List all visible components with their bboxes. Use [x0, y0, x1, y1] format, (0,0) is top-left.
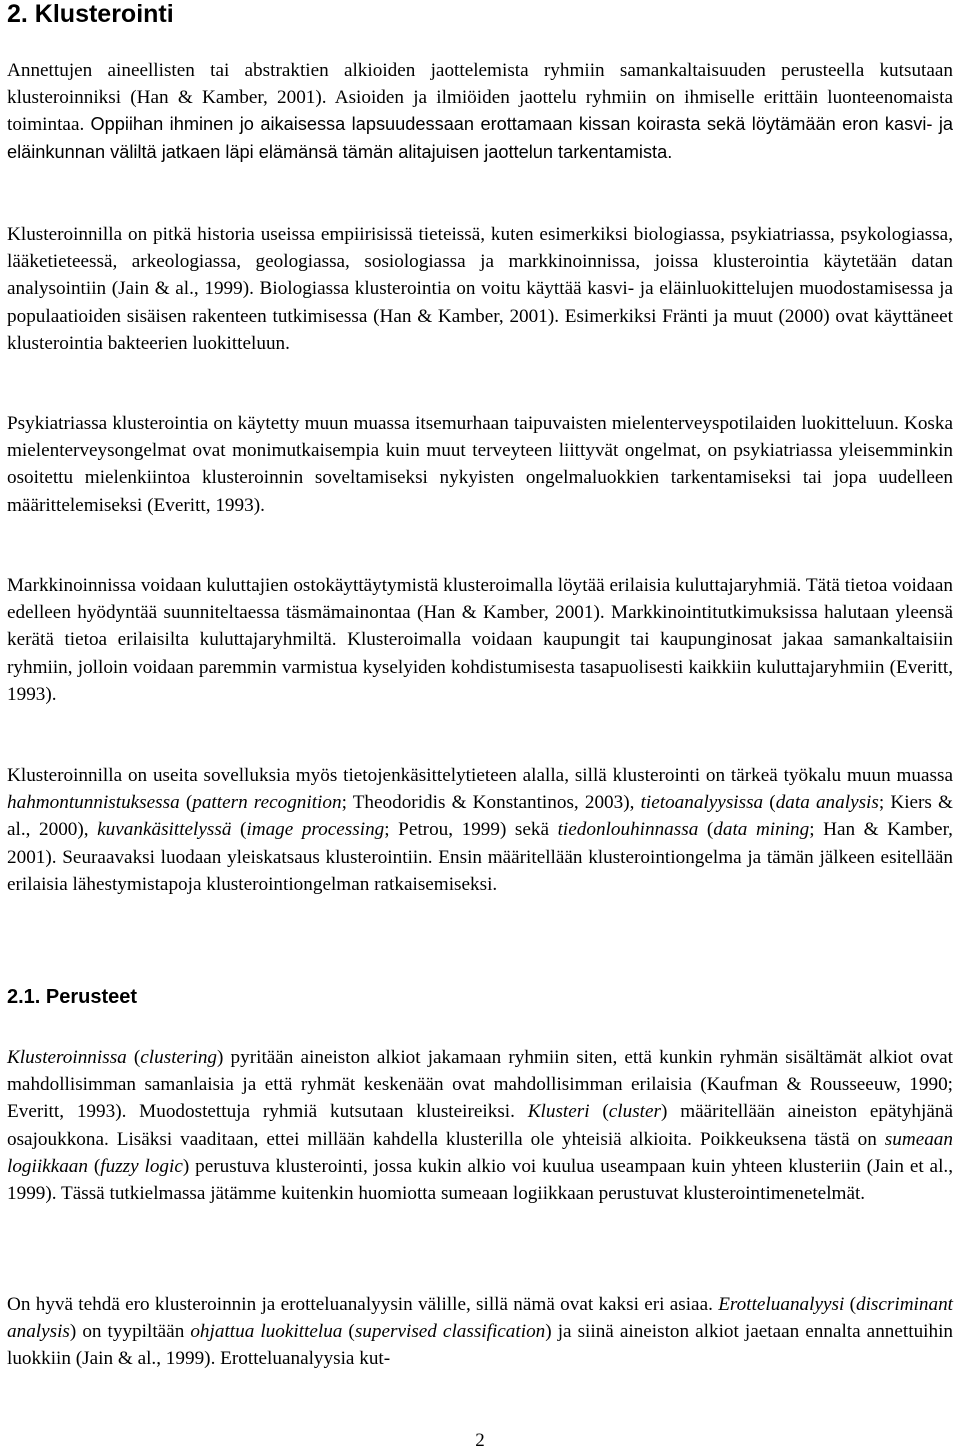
term-discriminant-en: discriminant analysis — [7, 1294, 953, 1343]
paragraph-applications: Klusteroinnilla on useita sovelluksia myös tietojenkäsittelytieteen alalla, sillä klusterointi on tärkeä työkalu muun muassa hahmontunnistuksessa (pattern recognition; Theodoridis & Konstantinos, 2003), tietoanalyysissa (data analysis; Kiers & al., 2000), kuvankäsittelyssä (image processing; Petrou, 1999) sekä tiedonlouhinnassa (data mining; Han & Kamber, 2001). Seuraavaksi luodaan yleiskatsaus klusterointiin. Ensin määritellään klusterointiongelma ja tämän jälkeen esitellään erilaisia lähestymistapoja klusterointiongelman ratkaisemiseksi. — [7, 765, 953, 895]
paragraph-intro-sentence-2: Oppiihan ihminen jo aikaisessa lapsuudessaan erottamaan kissan koirasta sekä löytämään eron kasvi- ja eläinkunnan väliltä jatkaen läpi elämänsä tämän alitajuisen jaottelun tarkentamista. — [7, 114, 954, 162]
term-pattern-recognition-fi: hahmontunnistuksessa — [7, 792, 180, 814]
term-image-processing-en: image processing — [246, 819, 385, 841]
term-cluster-fi: Klusteri — [527, 1101, 590, 1123]
page-number: 2 — [475, 1430, 485, 1451]
term-supervised-fi: ohjattua luokittelua — [190, 1321, 343, 1343]
paragraph-history: Klusteroinnilla on pitkä historia useissa empiirisissä tieteissä, kuten esimerkiksi biologiassa, psykiatriassa, psykologiassa, lääketieteessä, arkeologiassa, geologiassa, sosiologiassa ja markkinoinnissa, joissa klusterointia käytetään datan analysointiin (Jain & al., 1999). Biologiassa klusterointia on voitu käyttää kasvi- ja eläinluokittelujen muodostamisessa ja populaatioiden sisäisen rakenteen tutkimisessa (Han & Kamber, 2001). Esimerkiksi Fränti ja muut (2000) ovat käyttäneet klusterointia bakteerien luokitteluun. — [7, 224, 953, 354]
term-data-mining-en: data mining — [713, 819, 810, 841]
term-clustering-fi: Klusteroinnissa — [7, 1047, 127, 1068]
paragraph-marketing: Markkinoinnissa voidaan kuluttajien ostokäyttäytymistä klusteroimalla löytää erilaisia kuluttajaryhmiä. Tätä tietoa voidaan edelleen hyödyntää suunniteltaessa täsmämainontaa (Han & Kamber, 2001). Markkinointitutkimuksissa halutaan yleensä kerätä tietoa erilaisilta kuluttajaryhmiltä. Klusteroimalla voidaan kaupungit tai kaupunginosat jakaa samankaltaisiin ryhmiin, jolloin voidaan paremmin varmistua kyselyiden kohdistumisesta tasapuolisesti kaikkiin kuluttajaryhmiin (Everitt, 1993). — [7, 575, 953, 705]
paragraph-intro-sentence-1: Annettujen aineellisten tai abstraktien alkioiden jaottelemista ryhmiin samankaltaisuuden perusteella kutsutaan klusteroinniksi (Han & Kamber, 2001). Asioiden ja ilmiöiden jaottelu ryhmiin on ihmiselle erittäin luonteenomaista toimintaa. — [7, 60, 953, 136]
term-fuzzy-logic-fi: sumeaan logiikkaan — [7, 1128, 953, 1177]
term-supervised-en: supervised classification — [354, 1321, 546, 1343]
term-cluster-en: cluster — [608, 1101, 661, 1123]
paragraph-intro — [7, 57, 953, 166]
term-image-processing-fi: kuvankäsittelyssä — [97, 819, 232, 841]
term-pattern-recognition-en: pattern recognition — [192, 792, 342, 814]
term-fuzzy-logic-en: fuzzy logic — [100, 1155, 183, 1177]
term-data-mining-fi: tiedonlouhinnassa — [557, 819, 699, 841]
term-clustering-en: clustering — [140, 1047, 218, 1068]
term-discriminant-fi: Erotteluanalyysi — [718, 1294, 845, 1315]
subsection-heading: 2.1. Perusteet — [7, 986, 138, 1008]
term-data-analysis-en: data analysis — [775, 792, 879, 814]
paragraph-discriminant: On hyvä tehdä ero klusteroinnin ja erotteluanalyysin välille, sillä nämä ovat kaksi eri asiaa. Erotteluanalyysi (discriminant analysis) on tyypiltään ohjattua luokittelua (supervised classification) ja siinä aineiston alkiot jaetaan ennalta annettuihin luokkiin (Jain & al., 1999). Erotteluanalyysia kut- — [7, 1294, 954, 1370]
paragraph-psychiatry: Psykiatriassa klusterointia on käytetty muun muassa itsemurhaan taipuvaisten mielenterveyspotilaiden luokitteluun. Koska mielenterveysongelmat ovat monimutkaisempia kuin muut terveyteen liittyvät ongelmat, on psykiatriassa yleisemminkin osoitettu mielenkiintoa klusteroinnin soveltamiseksi nykyisten ongelmaluokkien tarkentamiseksi tai jopa uudelleen määrittelemiseksi (Everitt, 1993). — [7, 413, 953, 516]
term-data-analysis-fi: tietoanalyysissa — [640, 792, 764, 814]
paragraph-basics: Klusteroinnissa (clustering) pyritään aineiston alkiot jakamaan ryhmiin siten, että kunkin ryhmän sisältämät alkiot ovat mahdollisimman samanlaisia ja että ryhmät keskenään ovat mahdollisimman erilaisia (Kaufman & Rousseeuw, 1990; Everitt, 1993). Muodostettuja ryhmiä kutsutaan klusteireiksi. Klusteri (cluster) määritellään aineiston epätyhjänä osajoukkona. Lisäksi vaaditaan, ettei millään kahdella klusterilla ole yhteisiä alkioita. Poikkeuksena tästä on sumeaan logiikkaan (fuzzy logic) perustuva klusterointi, jossa kukin alkio voi kuulua useampaan kuin yhteen klusteriin (Jain et al., 1999). Tässä tutkielmassa jätämme kuitenkin huomiotta sumeaan logiikkaan perustuvat klusterointimenetelmät. — [7, 1047, 954, 1205]
section-heading: 2. Klusterointi — [7, 0, 174, 28]
